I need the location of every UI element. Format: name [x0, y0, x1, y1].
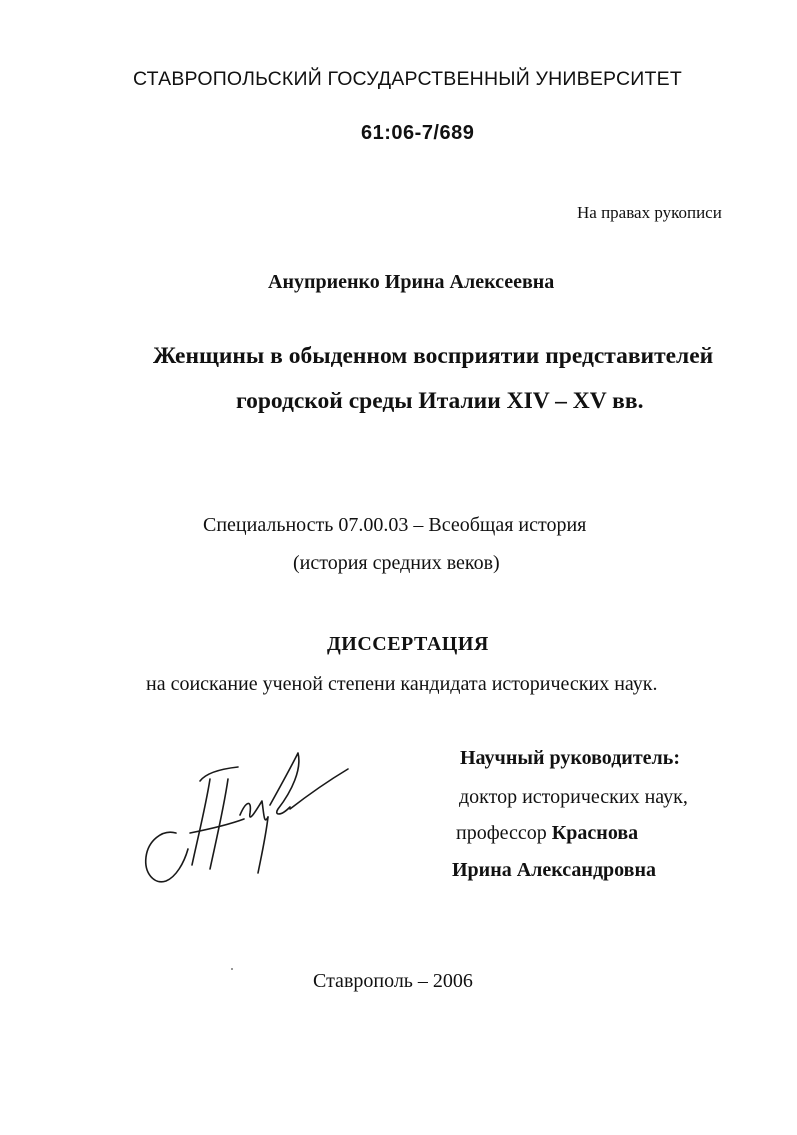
degree-statement: на соискание ученой степени кандидата исторических наук.	[146, 673, 658, 695]
registry-stamp: 61:06-7/689	[361, 122, 475, 144]
specialty-subfield: (история средних веков)	[293, 552, 500, 574]
supervisor-given-names: Ирина Александровна	[452, 859, 657, 881]
supervisor-surname: Краснова	[551, 822, 639, 844]
thesis-title-line-2: городской среды Италии XIV – XV вв.	[236, 388, 644, 414]
rights-note: На правах рукописи	[577, 203, 722, 222]
supervisor-title	[456, 822, 638, 845]
author-name: Ануприенко Ирина Алексеевна	[268, 271, 555, 293]
handwritten-signature	[140, 745, 355, 895]
place-and-year: Ставрополь – 2006	[313, 970, 473, 992]
supervisor-title-prefix: профессор	[456, 822, 547, 844]
supervisor-label: Научный руководитель:	[460, 747, 680, 769]
thesis-title-line-1: Женщины в обыденном восприятии представителей	[153, 343, 714, 369]
university-name: СТАВРОПОЛЬСКИЙ ГОСУДАРСТВЕННЫЙ УНИВЕРСИТЕТ	[133, 68, 682, 90]
supervisor-degree: доктор исторических наук,	[459, 786, 688, 808]
specialty-line: Специальность 07.00.03 – Всеобщая история	[203, 514, 587, 536]
scan-speck	[231, 968, 233, 970]
document-type: ДИССЕРТАЦИЯ	[327, 633, 489, 655]
